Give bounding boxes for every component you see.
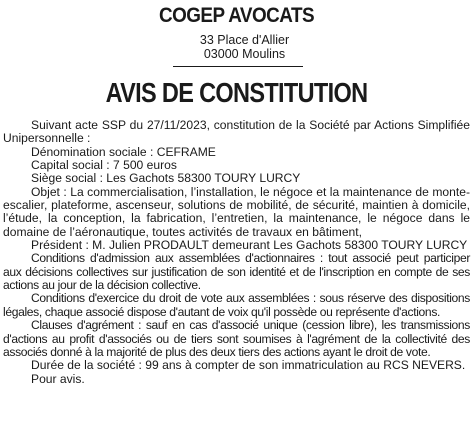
notice-title: AVIS DE CONSTITUTION [105,77,368,108]
divider [173,66,303,67]
paragraph-objet: Objet : La commercialisation, l’installation, le négoce et la maintenance de monte-escalier, plateforme, ascenseur, solutions de mobilité, de sécurité, maintien à domicile, l’étude, la conception, la fabrication, l’entretien, la maintenance, le négoce dans le domaine de l’aéronautique, toutes activités de travaux en bâtiment, [3,184,470,239]
paragraph-siege: Siège social : Les Gachots 58300 TOURY LURCY [31,171,301,186]
paragraph-constitution: Suivant acte SSP du 27/11/2023, constitution de la Société par Actions Simplifiée Unipersonnelle : [3,118,470,146]
notice-body [3,119,470,386]
paragraph-president: Président : M. Julien PRODAULT demeurant Les Gachots 58300 TOURY LURCY [31,238,468,253]
paragraph-admission: Conditions d'admission aux assemblées d'actionnaires : tout associé peut participer aux décisions collectives sur justification de son identité et de l'inscription en compte de ses actions au jour de la décision collective. [3,251,470,293]
firm-name: COGEP AVOCATS [158,4,315,27]
paragraph-duree: Durée de la société : 99 ans à compter de son immatriculation au RCS NEVERS. [31,358,466,373]
paragraph-pour-avis: Pour avis. [31,371,85,386]
paragraph-denomination: Dénomination sociale : CEFRAME [31,144,216,159]
firm-address-line1: 33 Place d'Allier [199,33,290,47]
paragraph-capital: Capital social : 7 500 euros [31,158,177,173]
firm-address-line2: 03000 Moulins [203,47,286,61]
paragraph-vote: Conditions d'exercice du droit de vote aux assemblées : sous réserve des dispositions légales, chaque associé dispose d'autant de voix qu'il possède ou représente d'actions. [3,291,470,319]
paragraph-agrement: Clauses d'agrément : sauf en cas d'associé unique (cession libre), les transmissions d'actions au profit d'associés ou de tiers sont soumises à l'agrément de la collectivité des associés donné à la majorité de plus des deux tiers des actions ayant le droit de vote. [3,318,470,359]
